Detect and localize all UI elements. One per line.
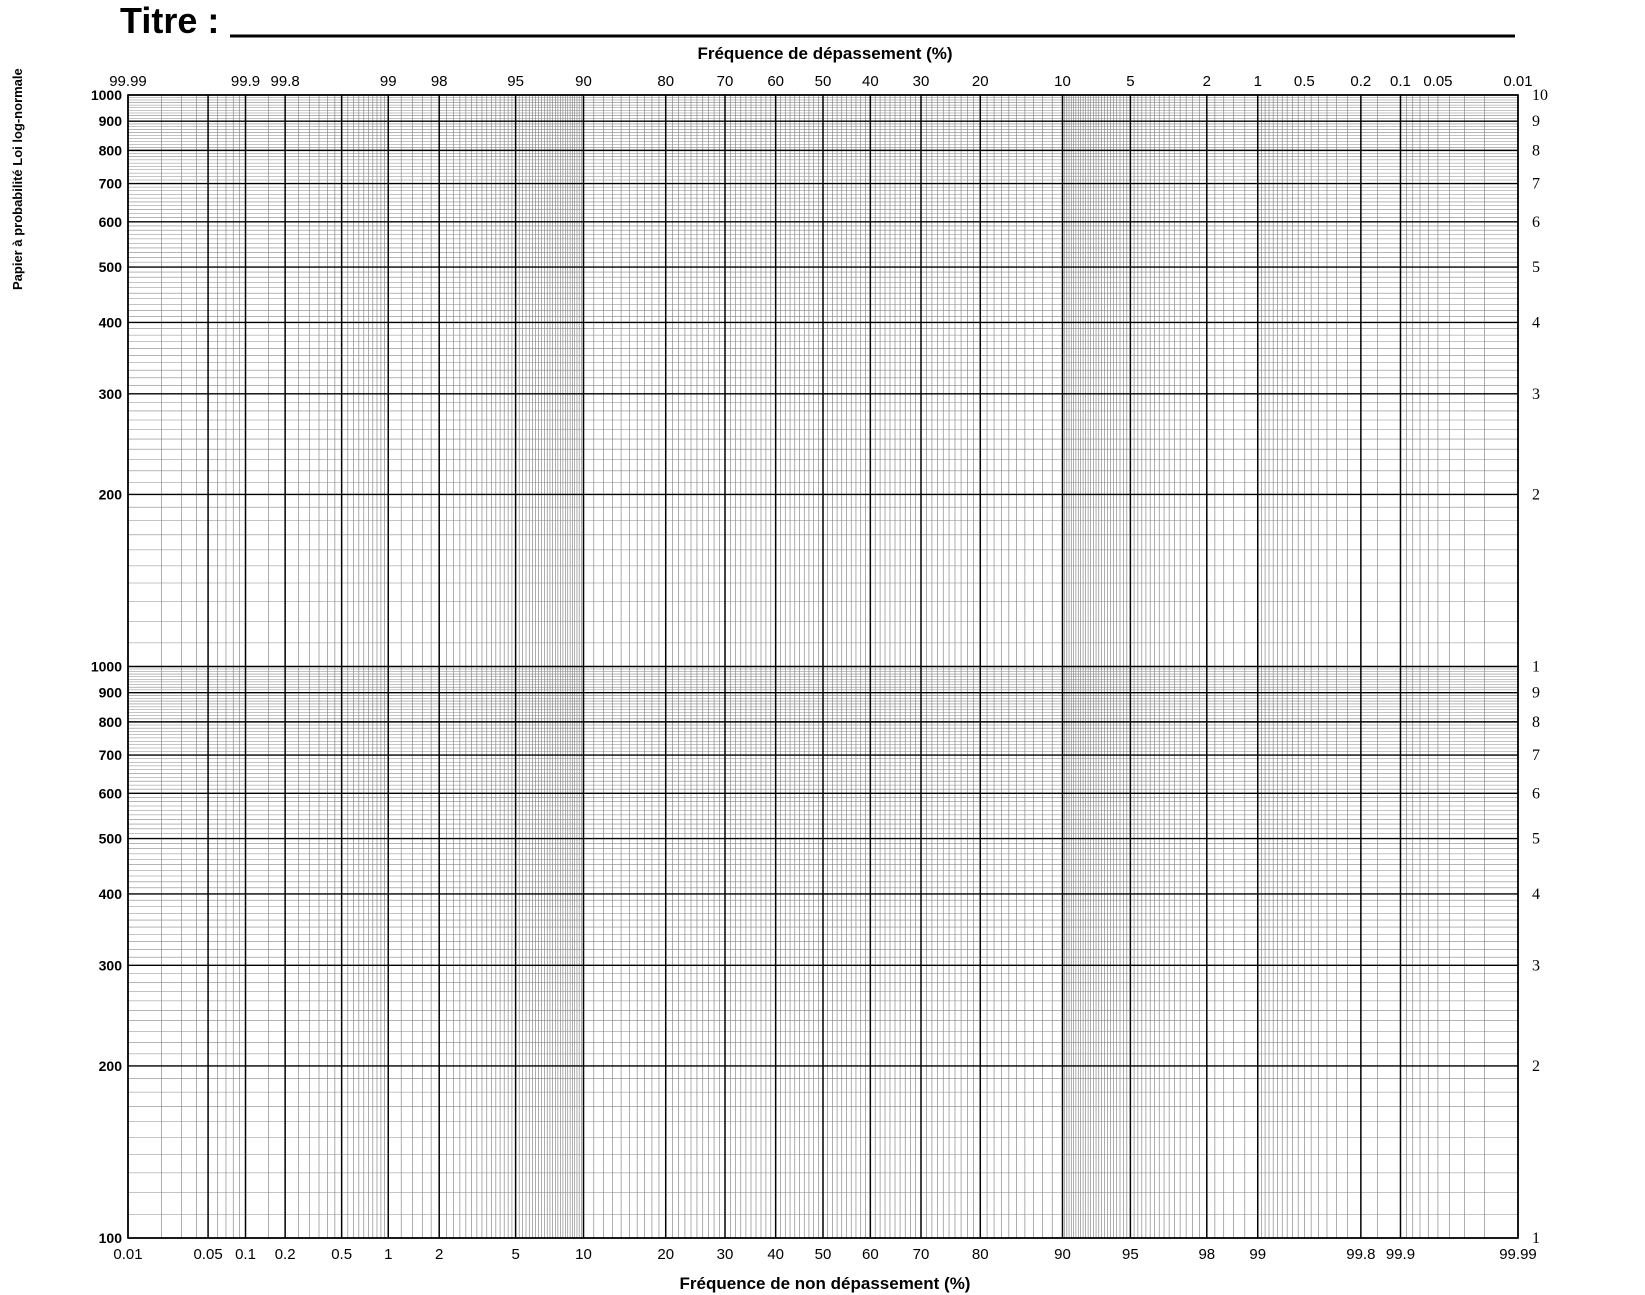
left-tick-label: 600 — [98, 785, 122, 802]
left-tick-label: 300 — [98, 385, 122, 402]
left-tick-label: 400 — [98, 314, 122, 331]
left-tick-label: 600 — [98, 213, 122, 230]
top-tick-label: 10 — [1054, 73, 1071, 90]
right-tick-label: 5 — [1532, 259, 1540, 277]
top-tick-label: 99 — [379, 73, 397, 90]
bottom-axis-title: Fréquence de non dépassement (%) — [679, 1274, 971, 1293]
left-tick-label: 800 — [98, 713, 122, 730]
bottom-tick-label: 50 — [814, 1246, 832, 1263]
right-tick-label: 8 — [1532, 713, 1540, 731]
left-tick-label: 200 — [98, 1057, 122, 1074]
left-tick-label: 700 — [98, 747, 122, 764]
top-tick-label: 50 — [814, 73, 832, 90]
bottom-tick-label: 0.1 — [235, 1246, 256, 1263]
right-tick-label: 6 — [1532, 213, 1540, 231]
top-tick-label: 80 — [657, 73, 675, 90]
bottom-tick-label: 95 — [1122, 1246, 1139, 1263]
right-tick-label: 5 — [1532, 830, 1540, 848]
bottom-tick-label: 99.8 — [1346, 1246, 1376, 1263]
left-tick-label: 900 — [98, 113, 122, 130]
bottom-tick-label: 5 — [511, 1246, 520, 1263]
bottom-tick-label: 30 — [716, 1246, 734, 1263]
bottom-tick-label: 20 — [657, 1246, 675, 1263]
right-tick-label: 9 — [1532, 113, 1540, 131]
left-tick-label: 100 — [98, 1230, 122, 1246]
top-tick-label: 0.1 — [1390, 73, 1411, 90]
bottom-tick-label: 99.9 — [1385, 1246, 1416, 1263]
top-tick-label: 40 — [861, 73, 879, 90]
bottom-tick-label: 0.5 — [331, 1246, 353, 1263]
right-tick-label: 7 — [1532, 175, 1540, 193]
bottom-tick-label: 60 — [861, 1246, 879, 1263]
right-tick-label: 10 — [1532, 87, 1548, 104]
top-tick-label: 0.5 — [1293, 73, 1315, 90]
right-tick-label: 2 — [1532, 486, 1540, 504]
top-tick-label: 99.8 — [270, 73, 300, 90]
top-tick-label: 60 — [767, 73, 785, 90]
top-tick-label: 2 — [1202, 73, 1211, 90]
right-tick-label: 4 — [1532, 885, 1540, 903]
top-tick-label: 20 — [971, 73, 989, 90]
right-tick-label: 3 — [1532, 385, 1540, 403]
bottom-tick-label: 99.99 — [1499, 1246, 1537, 1263]
bottom-tick-label: 98 — [1198, 1246, 1216, 1263]
bottom-tick-label: 40 — [767, 1246, 785, 1263]
left-tick-label: 200 — [98, 486, 122, 503]
left-tick-label: 900 — [98, 684, 122, 701]
top-tick-label: 0.01 — [1503, 73, 1533, 90]
left-tick-label: 300 — [98, 957, 122, 974]
right-tick-label: 8 — [1532, 142, 1540, 160]
top-tick-label: 30 — [912, 73, 930, 90]
top-tick-label: 0.05 — [1423, 73, 1453, 90]
right-tick-label: 2 — [1532, 1057, 1540, 1075]
top-tick-label: 90 — [575, 73, 592, 90]
left-tick-label: 1000 — [90, 87, 122, 103]
top-tick-label: 99.9 — [230, 73, 261, 90]
title-label: Titre : — [120, 0, 220, 41]
top-tick-label: 98 — [430, 73, 448, 90]
left-tick-label: 800 — [98, 142, 122, 159]
left-tick-label: 400 — [98, 885, 122, 902]
top-tick-label: 70 — [716, 73, 734, 90]
top-tick-label: 1 — [1253, 73, 1262, 90]
left-tick-label: 700 — [98, 175, 122, 192]
left-tick-label: 500 — [98, 830, 122, 847]
bottom-tick-label: 0.01 — [113, 1246, 143, 1263]
top-tick-label: 95 — [507, 73, 524, 90]
bottom-tick-label: 0.2 — [274, 1246, 296, 1263]
right-tick-label: 3 — [1532, 957, 1540, 975]
bottom-tick-label: 80 — [971, 1246, 989, 1263]
bottom-tick-label: 10 — [575, 1246, 592, 1263]
right-tick-label: 4 — [1532, 314, 1540, 332]
bottom-tick-label: 99 — [1249, 1246, 1267, 1263]
left-tick-label: 500 — [98, 259, 122, 276]
right-tick-label: 1 — [1532, 1230, 1540, 1247]
right-tick-label: 7 — [1532, 747, 1540, 765]
top-tick-label: 99.99 — [109, 73, 147, 90]
top-tick-label: 0.2 — [1350, 73, 1372, 90]
major-grid — [128, 95, 1518, 1238]
bottom-tick-label: 1 — [384, 1246, 393, 1263]
bottom-tick-label: 2 — [435, 1246, 444, 1263]
right-tick-label: 1 — [1532, 658, 1540, 676]
top-tick-label: 5 — [1126, 73, 1135, 90]
side-label: Papier à probabilité Loi log-normale — [10, 68, 25, 290]
bottom-tick-label: 0.05 — [193, 1246, 223, 1263]
bottom-tick-label: 70 — [912, 1246, 930, 1263]
top-axis-title: Fréquence de dépassement (%) — [697, 44, 953, 63]
bottom-tick-label: 90 — [1054, 1246, 1071, 1263]
right-tick-label: 9 — [1532, 684, 1540, 702]
left-tick-label: 1000 — [90, 658, 122, 675]
right-tick-label: 6 — [1532, 785, 1540, 803]
